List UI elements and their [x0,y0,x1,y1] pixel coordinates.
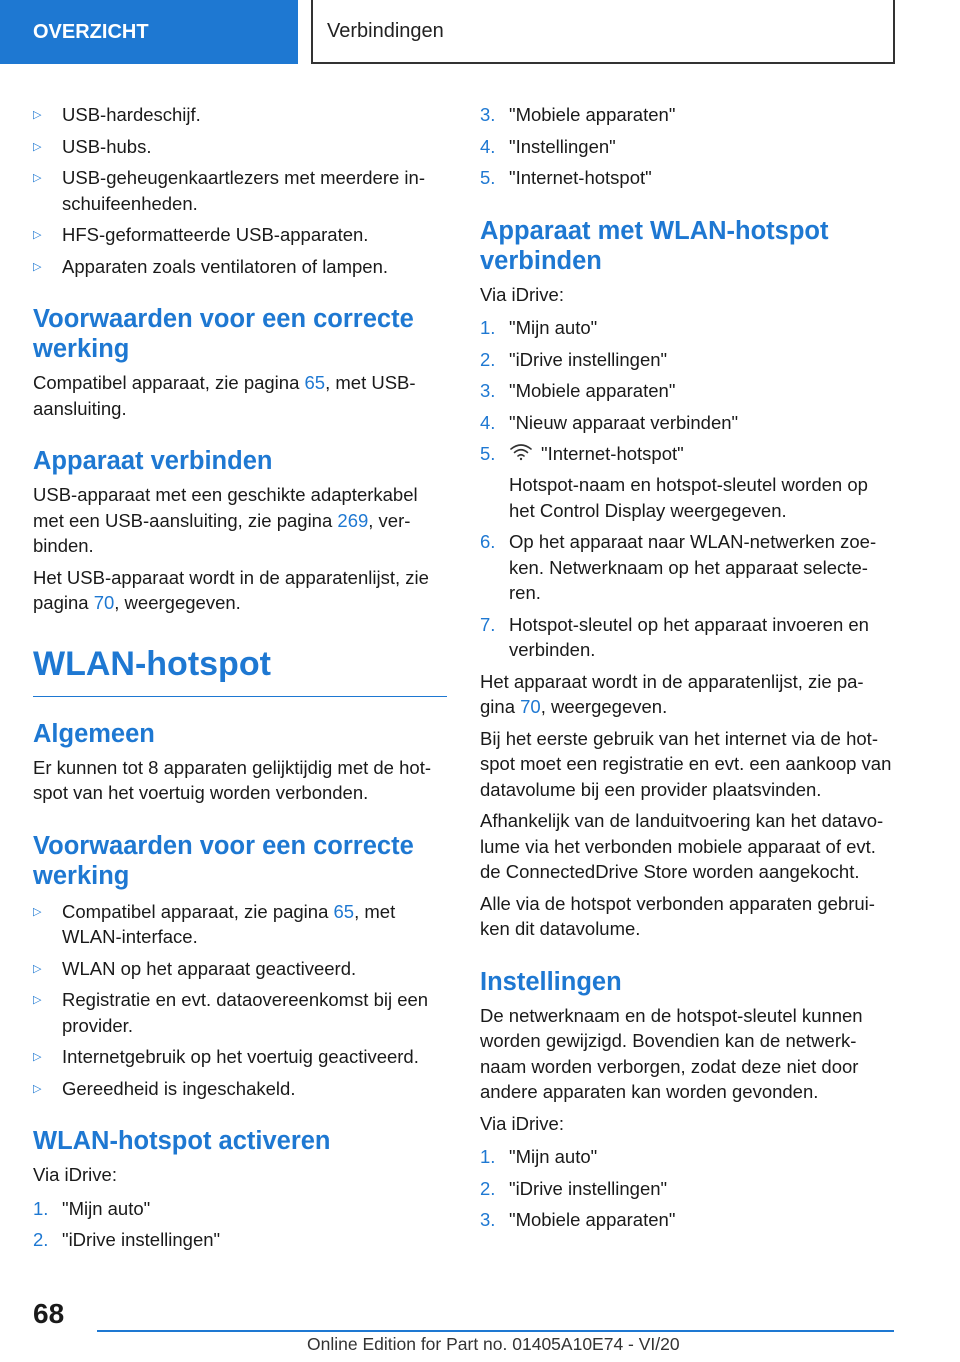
step-item: 1. "Mijn auto" [480,317,598,338]
list-item: ▷ Registratie en evt. dataovereenkomst bij een provider. [33,989,429,1036]
paragraph: Bij het eerste gebruik van het internet via de hot-spot moet een registratie en evt. een aankoop van datavolume bij een provider plaatsvinden. [480,727,892,800]
step-item: 1. "Mijn auto" [33,1197,151,1219]
list-item: ▷ WLAN op het apparaat geactiveerd. [33,957,357,979]
paragraph: Via iDrive: [480,1112,564,1134]
list-item: ▷ USB-hubs. [33,135,152,157]
chapter-title: WLAN-hotspot [33,644,447,697]
page-link[interactable]: 269 [337,509,369,531]
step-item: 6. Op het apparaat naar WLAN-netwerken zoe-ken. Netwerknaam op het apparaat selecte-ren. [480,531,877,604]
step-note: Hotspot-naam en hotspot-sleutel worden op het Control Display weergegeven. [509,474,868,521]
section-tab[interactable] [0,0,298,64]
paragraph: Via iDrive: [480,283,564,305]
page-link[interactable]: 70 [93,592,115,613]
triangle-bullet-icon: ▷ [33,172,42,184]
activate-steps [33,1196,447,1253]
footer-edition: Online Edition for Part no. 01405A10E74 - VI/20 [307,1334,680,1354]
step-item: 4. "Instellingen" [480,135,616,157]
page-link[interactable]: 65 [333,900,355,922]
list-item: ▷ HFS-geformatteerde USB-apparaten. [33,224,369,245]
wifi-icon [509,442,533,469]
step-item: 7. Hotspot-sleutel op het apparaat invoeren en verbinden. [480,613,869,661]
heading-activate-hotspot: WLAN-hotspot activeren [33,1127,331,1155]
triangle-bullet-icon: ▷ [33,109,42,121]
breadcrumb [311,0,895,64]
triangle-bullet-icon: ▷ [33,229,42,241]
list-item: ▷ Gereedheid is ingeschakeld. [33,1077,296,1099]
heading-requirements-wlan: Voorwaarden voor een correcte werking [33,831,414,890]
heading-requirements-usb: Voorwaarden voor een correcte werking [33,305,414,363]
paragraph: Alle via de hotspot verbonden apparaten gebrui-ken dit datavolume. [480,892,875,940]
list-item: ▷ Apparaten zoals ventilatoren of lampen. [33,255,389,277]
triangle-bullet-icon: ▷ [33,905,42,918]
paragraph: Compatibel apparaat, zie pagina 65, met USB-aansluiting. [33,372,416,419]
step-item: 3. "Mobiele apparaten" [480,104,676,125]
left-column [33,102,447,1253]
wlan-requirements-list [33,899,447,1102]
step-item: 1. "Mijn auto" [480,1146,598,1168]
right-column [480,102,894,1233]
page-link[interactable]: 65 [304,372,326,393]
paragraph: Via iDrive: [33,1164,117,1185]
settings-steps [480,1144,894,1233]
paragraph: USB-apparaat met een geschikte adapterkabel met een USB-aansluiting, zie pagina 269, ver-binden. [33,484,418,556]
connect-steps [480,315,894,663]
step-item: 5. "Internet-hotspot" [480,167,652,188]
step-item: 4. "Nieuw apparaat verbinden" [480,411,739,433]
heading-general: Algemeen [33,719,155,748]
triangle-bullet-icon: ▷ [33,1051,42,1063]
footer-divider [97,1330,894,1332]
usb-exclusions-list [33,102,447,279]
paragraph: Er kunnen tot 8 apparaten gelijktijdig met de hot-spot van het voertuig worden verbonden. [33,756,431,803]
triangle-bullet-icon: ▷ [33,1082,42,1095]
heading-connect-device: Apparaat verbinden [33,447,273,475]
step-item: 2. "iDrive instellingen" [480,1177,668,1199]
page-link[interactable]: 70 [520,696,541,718]
breadcrumb-label: Verbindingen [327,19,444,42]
step-item: 2. "iDrive instellingen" [480,348,668,370]
step-item: 3. "Mobiele apparaten" [480,1209,676,1231]
list-item: ▷ Internetgebruik op het voertuig geactiveerd. [33,1046,419,1067]
step-item: 3. "Mobiele apparaten" [480,380,676,401]
triangle-bullet-icon: ▷ [33,140,42,153]
list-item: ▷ Compatibel apparaat, zie pagina 65, met WLAN-interface. [33,900,396,947]
activate-steps-continued [480,102,894,191]
paragraph: Het apparaat wordt in de apparatenlijst, zie pa-gina 70, weergegeven. [480,670,864,718]
list-item: ▷ USB-hardeschijf. [33,104,201,125]
paragraph: Het USB-apparaat wordt in de apparatenlijst, zie pagina 70, weergegeven. [33,566,429,613]
page-number: 68 [33,1298,65,1329]
section-label: OVERZICHT [33,20,149,43]
step-item: 2. "iDrive instellingen" [33,1229,221,1250]
heading-settings: Instellingen [480,967,622,996]
triangle-bullet-icon: ▷ [33,260,42,273]
triangle-bullet-icon: ▷ [33,994,42,1006]
paragraph: Afhankelijk van de landuitvoering kan het datavo-lume via het verbonden mobiele apparaat of evt. de ConnectedDrive Store worden aangekocht. [480,810,884,883]
heading-connect-hotspot: Apparaat met WLAN-hotspot verbinden [480,216,829,275]
step-item: 5. "Internet-hotspot" Hotspot-naam en hotspot-sleutel worden op het Control Display weergegeven. [480,441,894,523]
paragraph: De netwerknaam en de hotspot-sleutel kunnen worden gewijzigd. Bovendien kan de netwerk-naam worden verborgen, zodat deze niet door andere apparaten kan worden gevonden. [480,1004,863,1103]
list-item: ▷ USB-geheugenkaartlezers met meerdere in-schuifeenheden. [33,167,425,214]
triangle-bullet-icon: ▷ [33,962,42,975]
